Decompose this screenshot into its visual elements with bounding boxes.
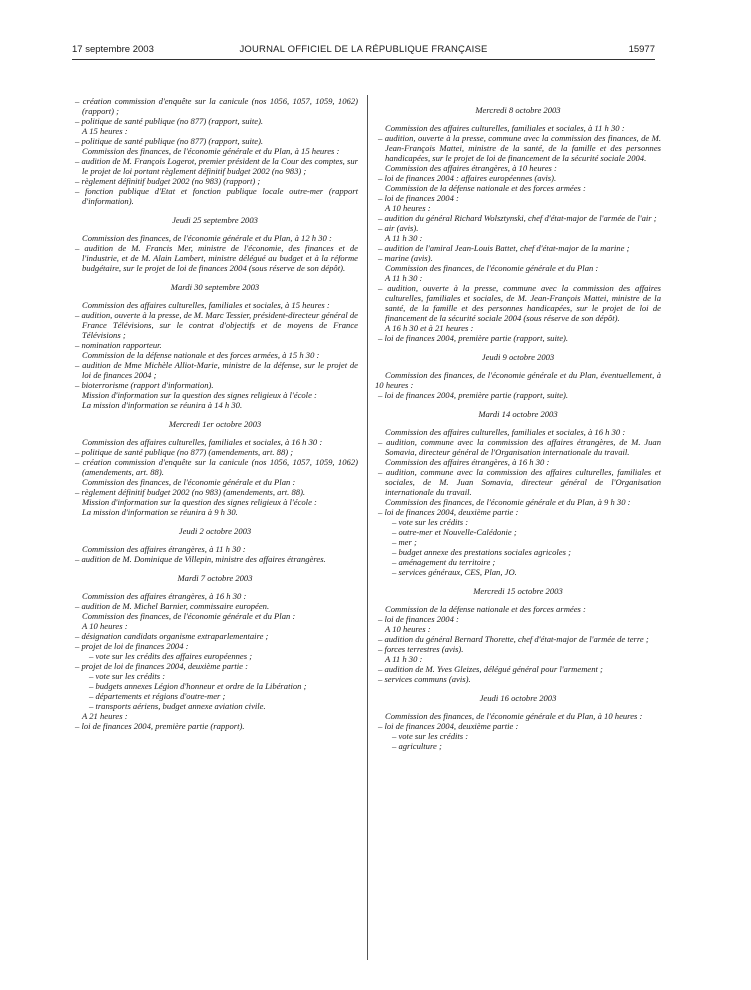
agenda-paragraph: A 16 h 30 et à 21 heures : <box>385 323 474 333</box>
agenda-item: – marine (avis). <box>378 253 433 263</box>
agenda-item: – création commission d'enquête sur la canicule (nos 1056, 1057, 1059, 1062) (amendements, art. 88). <box>75 457 358 477</box>
agenda-item: – vote sur les crédits des affaires européennes ; <box>89 651 253 661</box>
agenda-item: – politique de santé publique (no 877) (amendements, art. 88) ; <box>75 447 294 457</box>
agenda-item: – audition de l'amiral Jean-Louis Battet, chef d'état-major de la marine ; <box>378 243 630 253</box>
agenda-item: – services communs (avis). <box>378 674 471 684</box>
agenda-item: – outre-mer et Nouvelle-Calédonie ; <box>392 527 517 537</box>
header-rule <box>72 59 655 60</box>
agenda-paragraph: A 15 heures : <box>82 126 128 136</box>
agenda-paragraph: A 11 h 30 : <box>385 233 423 243</box>
agenda-paragraph: A 11 h 30 : <box>385 654 423 664</box>
agenda-item: – audition, ouverte à la presse, de M. Marc Tessier, président-directeur général de France Télévisions, sur le contrat d'objectifs et de moyens de France Télévisions ; <box>75 310 358 340</box>
agenda-paragraph: Commission des finances, de l'économie générale et du Plan, à 10 heures : <box>385 711 643 721</box>
agenda-item: – nomination rapporteur. <box>75 340 162 350</box>
agenda-item: – audition, ouverte à la presse, commune avec la commission des finances, de M. Jean-François Mattei, ministre de la santé, de la famille et des personnes handicapées, sur le projet de loi de financement de la sécurité sociale 2004. <box>378 133 661 163</box>
agenda-item: – loi de finances 2004, première partie (rapport, suite). <box>378 390 569 400</box>
agenda-item: – vote sur les crédits : <box>392 731 469 741</box>
agenda-item: – loi de finances 2004 : affaires européennes (avis). <box>378 173 557 183</box>
agenda-paragraph: Commission des finances, de l'économie générale et du Plan, éventuellement, à 10 heures : <box>375 370 661 390</box>
date-heading: Jeudi 2 octobre 2003 <box>178 526 252 536</box>
agenda-paragraph: Commission de la défense nationale et des forces armées : <box>385 183 586 193</box>
agenda-item: – audition de M. Yves Gleizes, délégué général pour l'armement ; <box>378 664 603 674</box>
agenda-item: – agriculture ; <box>392 741 442 751</box>
agenda-paragraph: Commission des finances, de l'économie générale et du Plan : <box>385 263 599 273</box>
agenda-item: – forces terrestres (avis). <box>378 644 464 654</box>
agenda-paragraph: Commission des finances, de l'économie générale et du Plan : <box>82 611 296 621</box>
agenda-paragraph: Commission des affaires étrangères, à 16 h 30 : <box>82 591 247 601</box>
agenda-paragraph: Commission des affaires étrangères, à 11 h 30 : <box>82 544 246 554</box>
page-header <box>72 44 655 58</box>
agenda-paragraph: Commission des finances, de l'économie générale et du Plan, à 12 h 30 : <box>82 233 332 243</box>
agenda-item: – audition, commune avec la commission des affaires culturelles, familiales et sociales, de M. Juan Somavia, directeur général de l'Organisation internationale du travail. <box>378 467 661 497</box>
agenda-paragraph: A 10 heures : <box>82 621 128 631</box>
agenda-item: – aménagement du territoire ; <box>392 557 496 567</box>
agenda-item: – projet de loi de finances 2004 : <box>75 641 189 651</box>
page-number: 15977 <box>628 44 655 55</box>
agenda-item: – audition de M. Dominique de Villepin, ministre des affaires étrangères. <box>75 554 326 564</box>
agenda-item: – vote sur les crédits : <box>89 671 166 681</box>
agenda-item: – départements et régions d'outre-mer ; <box>89 691 226 701</box>
agenda-item: – mer ; <box>392 537 417 547</box>
agenda-item: – transports aériens, budget annexe aviation civile. <box>89 701 266 711</box>
agenda-paragraph: Mission d'information sur la question des signes religieux à l'école : <box>82 497 317 507</box>
date-heading: Jeudi 9 octobre 2003 <box>481 352 555 362</box>
agenda-item: – vote sur les crédits : <box>392 517 469 527</box>
date-heading: Jeudi 16 octobre 2003 <box>479 693 557 703</box>
agenda-paragraph: Commission de la défense nationale et des forces armées : <box>385 604 586 614</box>
agenda-item: – loi de finances 2004 : <box>378 193 459 203</box>
agenda-paragraph: A 10 heures : <box>385 203 431 213</box>
agenda-paragraph: Commission des affaires culturelles, familiales et sociales, à 16 h 30 : <box>82 437 323 447</box>
agenda-item: – désignation candidats organisme extraparlementaire ; <box>75 631 269 641</box>
agenda-paragraph: Commission de la défense nationale et des forces armées, à 15 h 30 : <box>82 350 320 360</box>
agenda-item: – loi de finances 2004 : <box>378 614 459 624</box>
agenda-item: – loi de finances 2004, première partie (rapport). <box>75 721 245 731</box>
agenda-item: – audition de Mme Michèle Alliot-Marie, ministre de la défense, sur le projet de loi de finances 2004 ; <box>75 360 358 380</box>
agenda-item: – audition de M. Michel Barnier, commissaire européen. <box>75 601 270 611</box>
agenda-paragraph: A 11 h 30 : <box>385 273 423 283</box>
agenda-item: – loi de finances 2004, deuxième partie : <box>378 721 519 731</box>
column-divider <box>367 95 368 960</box>
agenda-paragraph: A 21 heures : <box>82 711 128 721</box>
agenda-paragraph: Mission d'information sur la question des signes religieux à l'école : <box>82 390 317 400</box>
date-heading: Mardi 7 octobre 2003 <box>177 573 253 583</box>
agenda-paragraph: Commission des affaires culturelles, familiales et sociales, à 16 h 30 : <box>385 427 626 437</box>
header-date: 17 septembre 2003 <box>72 44 154 55</box>
agenda-item: – projet de loi de finances 2004, deuxième partie : <box>75 661 248 671</box>
agenda-item: – audition de M. François Logerot, premier président de la Cour des comptes, sur le projet de loi portant règlement définitif budget 2002 (no 983) ; <box>75 156 358 176</box>
right-column <box>375 96 661 751</box>
agenda-item: – budget annexe des prestations sociales agricoles ; <box>392 547 571 557</box>
date-heading: Mercredi 15 octobre 2003 <box>473 586 563 596</box>
agenda-item: – audition, commune avec la commission des affaires étrangères, de M. Juan Somavia, directeur général de l'Organisation internationale du travail. <box>378 437 661 457</box>
agenda-paragraph: La mission d'information se réunira à 14 h 30. <box>82 400 243 410</box>
agenda-item: – règlement définitif budget 2002 (no 983) (amendements, art. 88). <box>75 487 306 497</box>
agenda-item: – audition du général Bernard Thorette, chef d'état-major de l'armée de terre ; <box>378 634 649 644</box>
date-heading: Mardi 30 septembre 2003 <box>170 282 260 292</box>
date-heading: Mercredi 8 octobre 2003 <box>475 105 561 115</box>
agenda-item: – audition, ouverte à la presse, commune avec la commission des affaires culturelles, familiales et sociales, de M. Jean-François Mattei, ministre de la santé, de la famille et des personnes handicapées, sur le projet de loi de financement de la sécurité sociale 2004 (sous réserve de son dépôt). <box>378 283 661 323</box>
agenda-paragraph: Commission des finances, de l'économie générale et du Plan, à 15 heures : <box>82 146 340 156</box>
agenda-paragraph: Commission des affaires étrangères, à 10 heures : <box>385 163 557 173</box>
agenda-item: – air (avis). <box>378 223 419 233</box>
agenda-item: – création commission d'enquête sur la canicule (nos 1056, 1057, 1059, 1062) (rapport) ; <box>75 96 358 116</box>
agenda-item: – bioterrorisme (rapport d'information). <box>75 380 214 390</box>
agenda-item: – règlement définitif budget 2002 (no 983) (rapport) ; <box>75 176 261 186</box>
agenda-item: – politique de santé publique (no 877) (rapport, suite). <box>75 136 264 146</box>
agenda-paragraph: Commission des finances, de l'économie générale et du Plan, à 9 h 30 : <box>385 497 631 507</box>
journal-title: JOURNAL OFFICIEL DE LA RÉPUBLIQUE FRANÇAISE <box>239 44 488 55</box>
agenda-item: – fonction publique d'Etat et fonction publique locale outre-mer (rapport d'information). <box>75 186 358 206</box>
agenda-item: – budgets annexes Légion d'honneur et ordre de la Libération ; <box>89 681 307 691</box>
agenda-item: – loi de finances 2004, deuxième partie : <box>378 507 519 517</box>
agenda-item: – loi de finances 2004, première partie (rapport, suite). <box>378 333 569 343</box>
agenda-paragraph: Commission des affaires culturelles, familiales et sociales, à 11 h 30 : <box>385 123 625 133</box>
agenda-paragraph: La mission d'information se réunira à 9 h 30. <box>82 507 238 517</box>
date-heading: Mardi 14 octobre 2003 <box>478 409 558 419</box>
agenda-item: – services généraux, CES, Plan, JO. <box>392 567 517 577</box>
left-column <box>72 96 358 731</box>
agenda-paragraph: A 10 heures : <box>385 624 431 634</box>
agenda-item: – politique de santé publique (no 877) (rapport, suite). <box>75 116 264 126</box>
agenda-paragraph: Commission des affaires étrangères, à 16 h 30 : <box>385 457 550 467</box>
agenda-item: – audition du général Richard Wolsztynski, chef d'état-major de l'armée de l'air ; <box>378 213 657 223</box>
agenda-paragraph: Commission des finances, de l'économie générale et du Plan : <box>82 477 296 487</box>
date-heading: Mercredi 1er octobre 2003 <box>168 419 262 429</box>
date-heading: Jeudi 25 septembre 2003 <box>172 215 258 225</box>
agenda-item: – audition de M. Francis Mer, ministre de l'économie, des finances et de l'industrie, et de M. Alain Lambert, ministre délégué au budget et à la réforme budgétaire, sur le projet de loi de finances 2004 (sous réserve de son dépôt). <box>75 243 358 273</box>
agenda-paragraph: Commission des affaires culturelles, familiales et sociales, à 15 heures : <box>82 300 330 310</box>
